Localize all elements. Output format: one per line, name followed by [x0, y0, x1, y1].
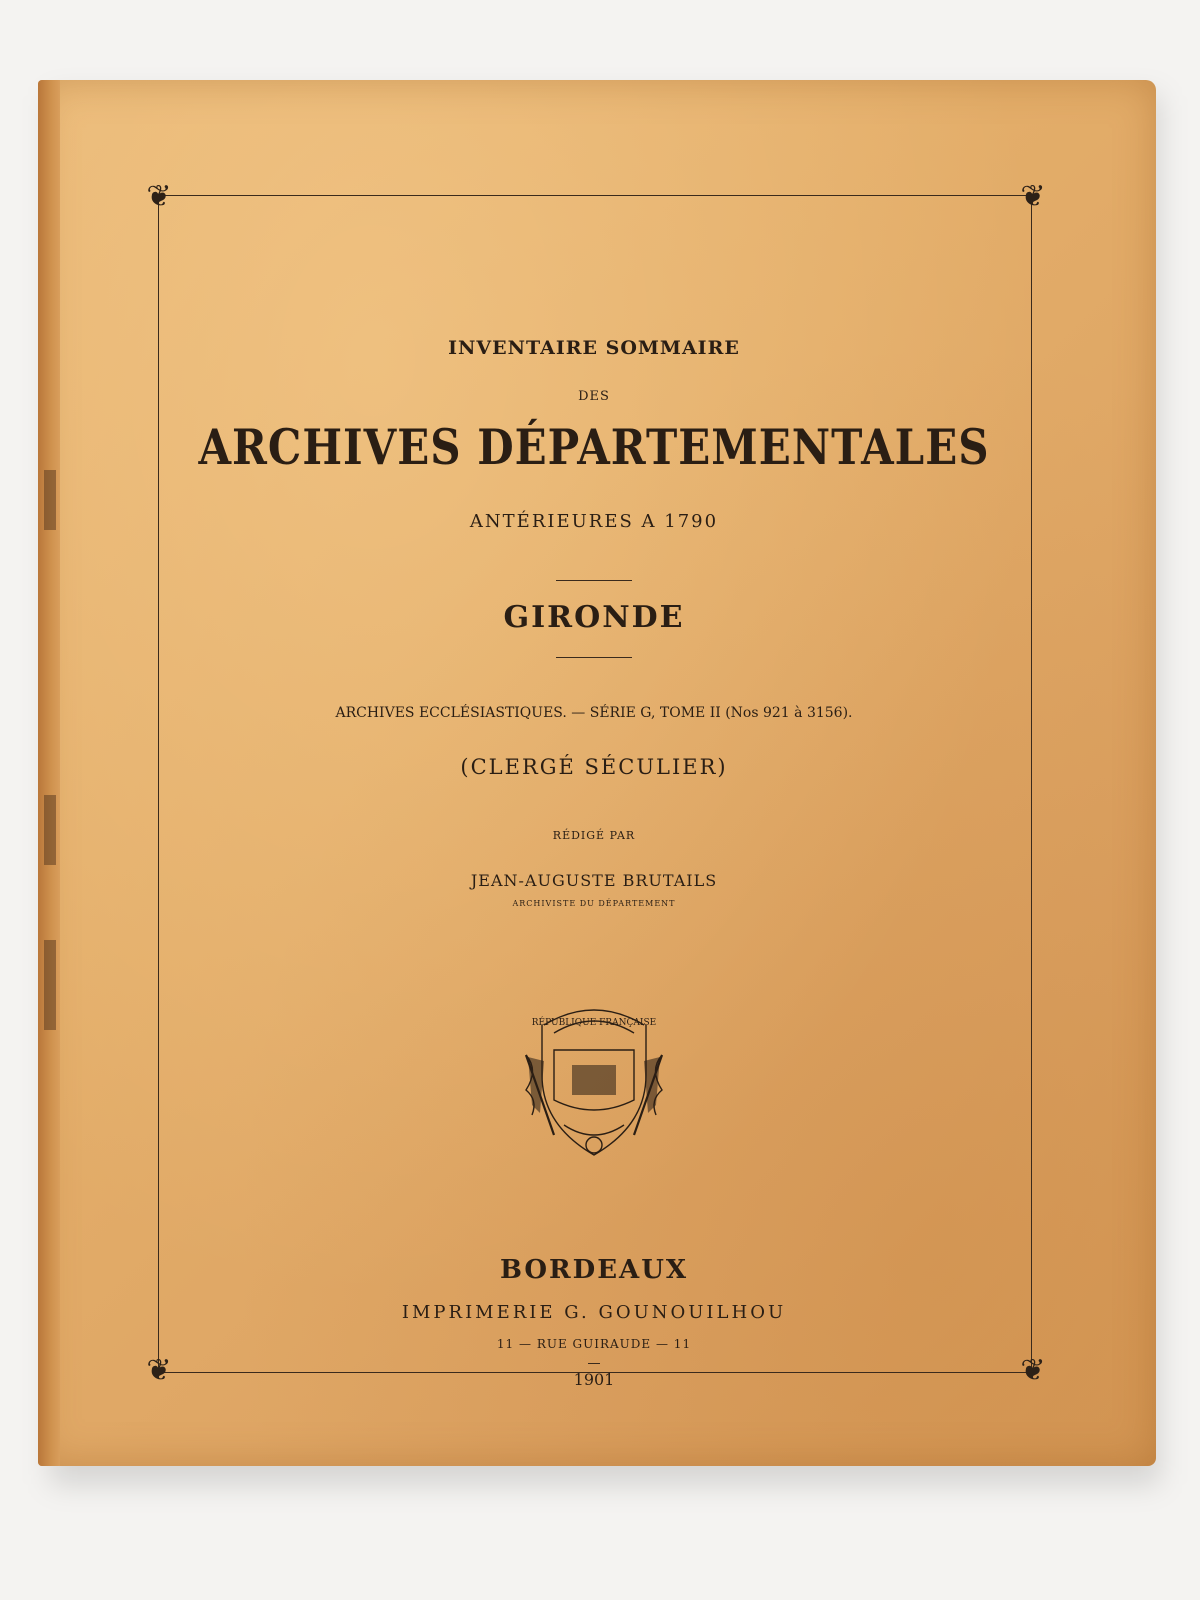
ornamental-corner-icon: ❦: [1020, 179, 1046, 214]
divider: [556, 580, 632, 581]
book-cover: [38, 80, 1156, 1466]
ornamental-corner-icon: ❦: [146, 1353, 172, 1388]
ornamental-corner-icon: ❦: [1020, 1353, 1046, 1388]
printer-address: 11 — RUE GUIRAUDE — 11: [496, 1337, 692, 1351]
department-title: GIRONDE: [503, 600, 685, 635]
clergy-subtitle: (CLERGÉ SÉCULIER): [460, 755, 728, 779]
cover-content: [158, 195, 1030, 1389]
republic-seal-icon: [514, 995, 674, 1165]
ornamental-corner-icon: ❦: [146, 179, 172, 214]
divider: [588, 1363, 600, 1364]
subtitle: ANTÉRIEURES A 1790: [469, 511, 719, 532]
divider: [556, 657, 632, 658]
spine-label: [44, 940, 56, 1030]
spine-label: [44, 795, 56, 865]
inventory-heading: INVENTAIRE SOMMAIRE: [448, 337, 740, 359]
spine-label: [44, 470, 56, 530]
emblem-text: RÉPUBLIQUE FRANÇAISE: [531, 1018, 657, 1028]
publication-year: 1901: [573, 1370, 615, 1389]
series-line: ARCHIVES ECCLÉSIASTIQUES. — SÉRIE G, TOME II (Nos 921 à 3156).: [335, 705, 853, 721]
main-title: ARCHIVES DÉPARTEMENTALES: [198, 419, 990, 476]
city-name: BORDEAUX: [499, 1255, 689, 1285]
printer-name: IMPRIMERIE G. GOUNOUILHOU: [401, 1302, 787, 1323]
author-name: JEAN-AUGUSTE BRUTAILS: [470, 871, 718, 890]
author-role: ARCHIVISTE DU DÉPARTEMENT: [512, 899, 676, 908]
connector-word: DES: [578, 389, 610, 404]
edited-by-label: RÉDIGÉ PAR: [552, 829, 636, 842]
book-spine: [38, 80, 60, 1466]
